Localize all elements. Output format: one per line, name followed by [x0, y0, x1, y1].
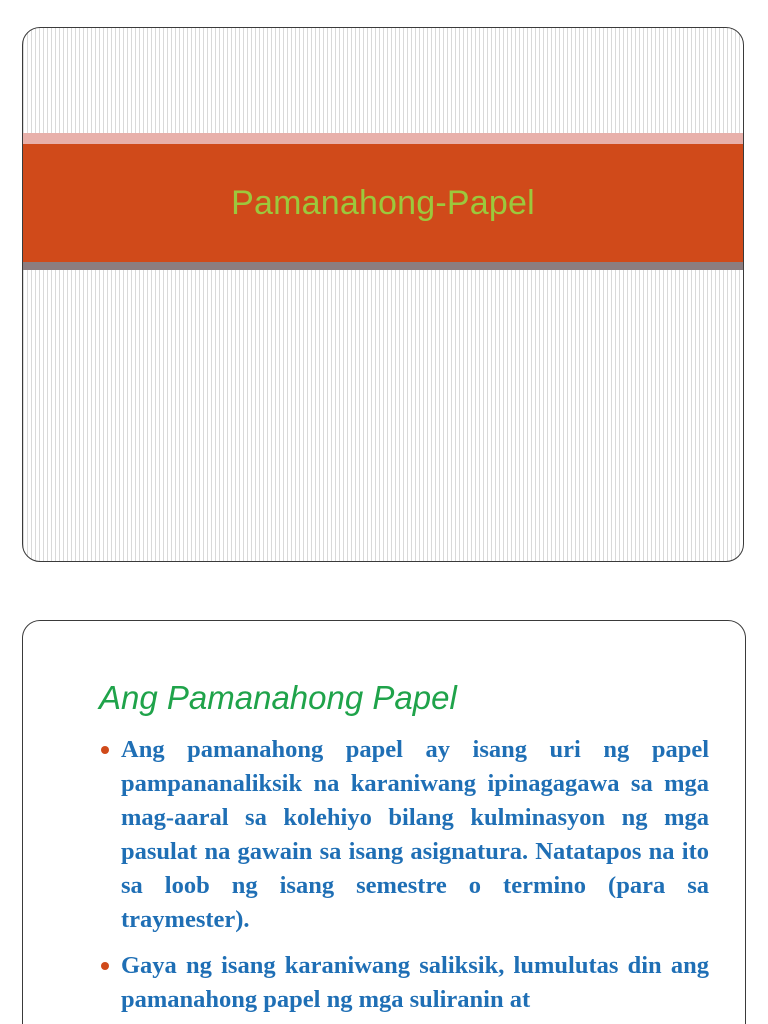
slide-title: Pamanahong-Papel	[231, 183, 535, 222]
list-item	[99, 733, 709, 937]
bullet-dot-icon	[101, 746, 109, 754]
bullet-list	[99, 733, 709, 1024]
bullet-text: Ang pamanahong papel ay isang uri ng papel pampananaliksik na karaniwang ipinagagawa sa mga mag-aaral sa kolehiyo bilang kulminasyon ng mga pasulat na gawain sa isang asignatura. Natatapos na ito sa loob ng isang semestre o termino (para sa traymester).	[121, 736, 709, 933]
list-item	[99, 949, 709, 1017]
title-band-bottom-stripe	[23, 262, 743, 270]
title-band-top-stripe	[23, 133, 743, 144]
bullet-dot-icon	[101, 962, 109, 970]
content-slide	[22, 620, 746, 1024]
title-band	[23, 144, 743, 262]
slide-heading: Ang Pamanahong Papel	[99, 679, 457, 716]
title-slide	[22, 27, 744, 562]
bullet-text: Gaya ng isang karaniwang saliksik, lumulutas din ang pamanahong papel ng mga suliranin at	[121, 952, 709, 1013]
